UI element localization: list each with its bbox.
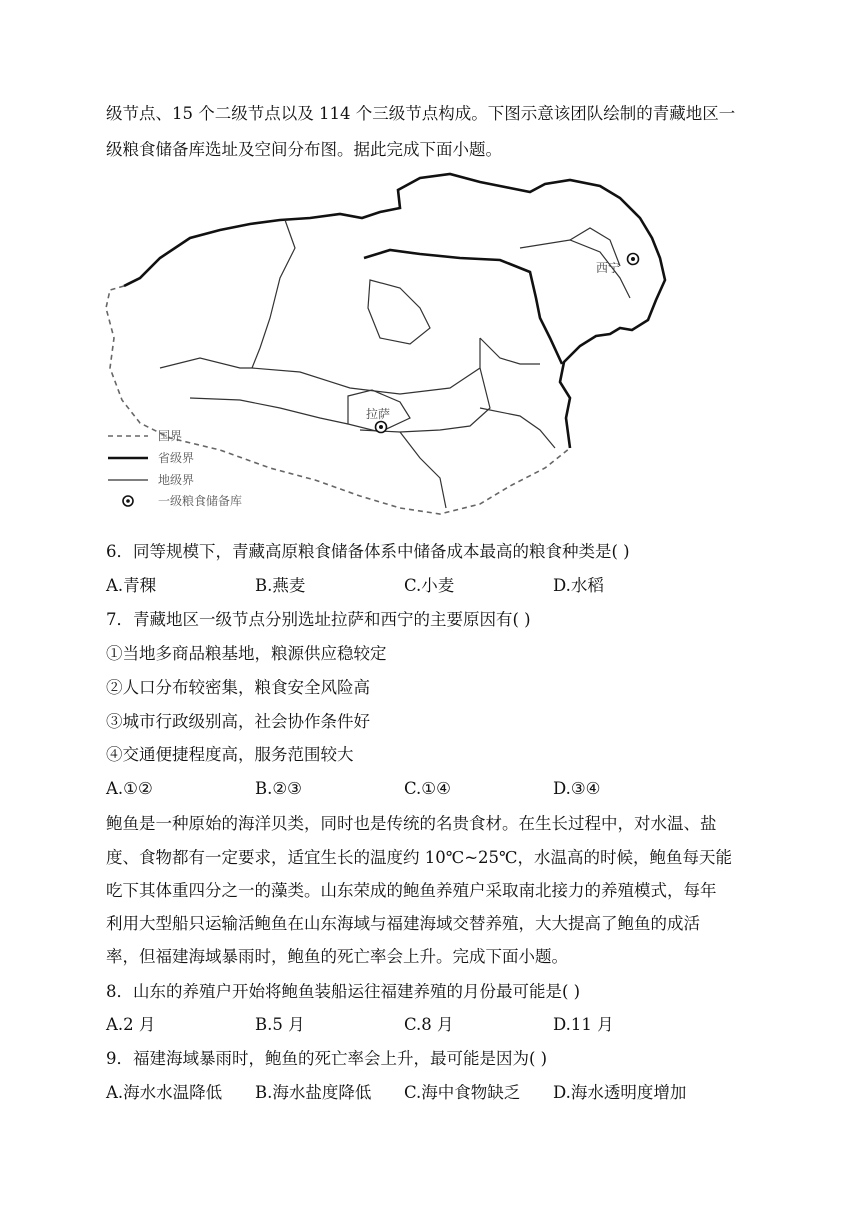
provincial-border — [124, 174, 665, 448]
q6-stem: 6．同等规模下，青藏高原粮食储备体系中储备成本最高的粮食种类是( ) — [106, 542, 630, 561]
q7-item-1: ①当地多商品粮基地，粮源供应稳较定 — [106, 644, 387, 663]
q9-option-d[interactable]: D.海水透明度增加 — [553, 1083, 687, 1102]
q7-option-d[interactable]: D.③④ — [553, 779, 601, 798]
provincial-inner — [364, 250, 562, 364]
q6-option-b[interactable]: B.燕麦 — [255, 576, 306, 595]
q7-item-4: ④交通便捷程度高，服务范围较大 — [106, 745, 354, 764]
q9-option-c[interactable]: C.海中食物缺乏 — [404, 1083, 521, 1102]
passage-line-5: 率，但福建海域暴雨时，鲍鱼的死亡率会上升。完成下面小题。 — [106, 947, 568, 966]
passage-line-1: 鲍鱼是一种原始的海洋贝类，同时也是传统的名贵食材。在生长过程中，对水温、盐 — [106, 814, 717, 833]
legend-national: 国界 — [158, 429, 183, 443]
city-label-xining: 西宁 — [596, 261, 621, 275]
legend-provincial: 省级界 — [158, 451, 195, 465]
qinghai-tibet-map — [100, 168, 668, 528]
map-legend — [108, 429, 242, 508]
q6-option-d[interactable]: D.水稻 — [553, 576, 604, 595]
intro-line-2: 级粮食储备库选址及空间分布图。据此完成下面小题。 — [106, 140, 502, 159]
q9-option-b[interactable]: B.海水盐度降低 — [255, 1083, 372, 1102]
q9-stem: 9．福建海域暴雨时，鲍鱼的死亡率会上升，最可能是因为( ) — [106, 1049, 548, 1068]
legend-prefectural: 地级界 — [158, 473, 195, 487]
passage-line-2: 度、食物都有一定要求，适宜生长的温度约 10℃~25℃，水温高的时候，鲍鱼每天能 — [106, 848, 732, 867]
q8-option-c[interactable]: C.8 月 — [404, 1015, 454, 1034]
q9-option-a[interactable]: A.海水水温降低 — [106, 1083, 223, 1102]
intro-line-1: 级节点、15 个二级节点以及 114 个三级节点构成。下图示意该团队绘制的青藏地区一 — [106, 104, 736, 123]
q8-option-a[interactable]: A.2 月 — [106, 1015, 156, 1034]
q7-option-b[interactable]: B.②③ — [255, 779, 302, 798]
q8-option-d[interactable]: D.11 月 — [553, 1015, 614, 1034]
legend-depot: 一级粮食储备库 — [158, 494, 243, 508]
city-label-lhasa: 拉萨 — [366, 407, 391, 421]
passage-line-4: 利用大型船只运输活鲍鱼在山东海域与福建海域交替养殖，大大提高了鲍鱼的成活 — [106, 914, 700, 933]
q7-option-c[interactable]: C.①④ — [404, 779, 451, 798]
q8-stem: 8．山东的养殖户开始将鲍鱼装船运往福建养殖的月份最可能是( ) — [106, 982, 581, 1001]
q7-stem: 7．青藏地区一级节点分别选址拉萨和西宁的主要原因有( ) — [106, 610, 531, 629]
q7-option-a[interactable]: A.①② — [106, 779, 153, 798]
q7-item-3: ③城市行政级别高，社会协作条件好 — [106, 712, 370, 731]
passage-line-3: 吃下其体重四分之一的藻类。山东荣成的鲍鱼养殖户采取南北接力的养殖模式，每年 — [106, 881, 717, 900]
q7-item-2: ②人口分布较密集，粮食安全风险高 — [106, 678, 370, 697]
q8-option-b[interactable]: B.5 月 — [255, 1015, 305, 1034]
q6-option-c[interactable]: C.小麦 — [404, 576, 455, 595]
q6-option-a[interactable]: A.青稞 — [106, 576, 157, 595]
